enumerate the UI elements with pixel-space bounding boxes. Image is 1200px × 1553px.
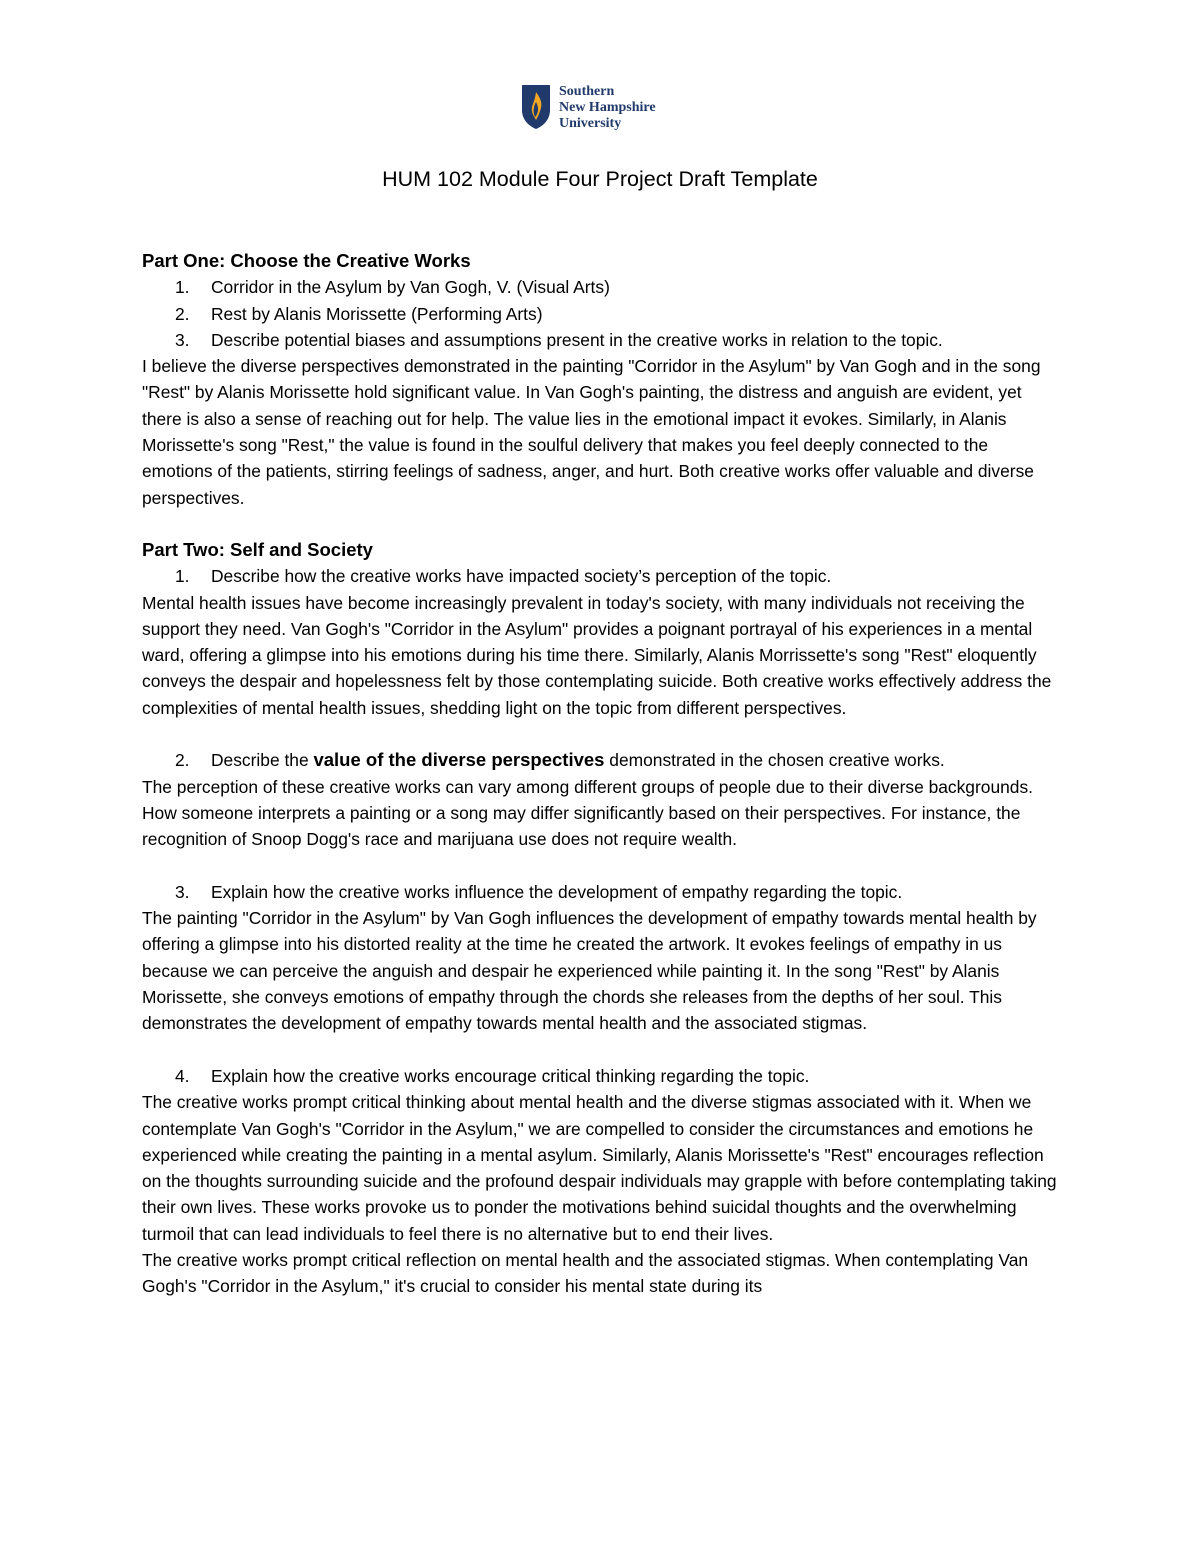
answer-4-continued: The creative works prompt critical reflection on mental health and the associated stigmas. When contemplating Van Gogh's "Corridor in the Asylum," it's crucial to consider his mental state during its xyxy=(142,1249,1029,1297)
logo-line-1: Southern xyxy=(559,84,615,99)
list-number: 2. xyxy=(175,750,190,771)
list-number: 2. xyxy=(175,303,190,324)
question-text-post: demonstrated in the chosen creative works. xyxy=(604,750,945,771)
question-text: Describe how the creative works have impacted society’s perception of the topic. xyxy=(211,566,832,587)
answer-3: The painting "Corridor in the Asylum" by Van Gogh influences the development of empathy towards mental health by offering a glimpse into his distorted reality at the time he created the artwork. It evokes feelings of empathy in us because we can perceive the anguish and despair he experienced while painting it. In the song "Rest" by Alanis Morissette, she conveys emotions of empathy through the chords she releases from the depths of her soul. This demonstrates the development of empathy towards mental health and the associated stigmas. xyxy=(142,908,1037,1034)
answer-1: Mental health issues have become increasingly prevalent in today's society, with many individuals not receiving the support they need. Van Gogh's "Corridor in the Asylum" provides a poignant portrayal of his experiences in a mental ward, offering a glimpse into his emotions during his time there. Similarly, Alanis Morrissette's song "Rest" eloquently conveys the despair and hopelessness felt by those contemplating suicide. Both creative works effectively address the complexities of mental health issues, shedding light on the topic from different perspectives. xyxy=(142,592,1052,718)
question-1 xyxy=(142,563,1062,589)
shield-flame-icon xyxy=(521,84,551,130)
spacer xyxy=(142,721,1062,747)
spacer xyxy=(142,1037,1062,1063)
spacer xyxy=(142,853,1062,879)
list-item-text: Rest by Alanis Morissette (Performing Arts) xyxy=(211,303,543,324)
question-text: Explain how the creative works encourage critical thinking regarding the topic. xyxy=(211,1065,810,1086)
list-number: 4. xyxy=(175,1065,190,1086)
university-wordmark xyxy=(559,84,656,132)
answer-4: The creative works prompt critical thinking about mental health and the diverse stigmas associated with it. When we contemplate Van Gogh's "Corridor in the Asylum," we are compelled to consider the circumstances and emotions he experienced while creating the painting in a mental asylum. Similarly, Alanis Morissette's "Rest" encourages reflection on the thoughts surrounding suicide and the profound despair individuals may grapple with before contemplating taking their own lives. These works provoke us to ponder the motivations behind suicidal thoughts and the overwhelming turmoil that can lead individuals to feel there is no alternative but to end their lives. xyxy=(142,1092,1057,1244)
question-4 xyxy=(142,1063,1062,1089)
list-item-text: Corridor in the Asylum by Van Gogh, V. (Visual Arts) xyxy=(211,277,610,298)
question-3 xyxy=(142,879,1062,905)
list-number: 1. xyxy=(175,277,190,298)
list-item xyxy=(142,327,1062,353)
logo-line-2: New Hampshire xyxy=(559,100,656,115)
spacer xyxy=(142,511,1062,537)
list-number: 3. xyxy=(175,329,190,350)
list-item xyxy=(142,301,1062,327)
list-item-text: Describe potential biases and assumptions present in the creative works in relation to the topic. xyxy=(211,329,943,350)
document-title: HUM 102 Module Four Project Draft Template xyxy=(382,167,818,191)
part-two-heading: Part Two: Self and Society xyxy=(142,538,373,560)
university-logo xyxy=(521,84,656,132)
list-item xyxy=(142,274,1062,300)
question-text: Explain how the creative works influence the development of empathy regarding the topic. xyxy=(211,881,903,902)
logo-line-3: University xyxy=(559,116,622,131)
question-text-pre: Describe the xyxy=(211,750,314,771)
list-number: 1. xyxy=(175,566,190,587)
document-body xyxy=(142,248,1062,1300)
part-one-paragraph: I believe the diverse perspectives demonstrated in the painting "Corridor in the Asylum" by Van Gogh and in the song "Rest" by Alanis Morissette hold significant value. In Van Gogh's painting, the distress and anguish are evident, yet there is also a sense of reaching out for help. The value lies in the emotional impact it evokes. Similarly, in Alanis Morissette's song "Rest," the value is found in the soulful delivery that makes you feel deeply connected to the emotions of the patients, stirring feelings of sadness, anger, and hurt. Both creative works offer valuable and diverse perspectives. xyxy=(142,356,1041,508)
question-2 xyxy=(142,747,1062,773)
answer-2: The perception of these creative works can vary among different groups of people due to their diverse backgrounds. How someone interprets a painting or a song may differ significantly based on their perspectives. For instance, the recognition of Snoop Dogg's race and marijuana use does not require wealth. xyxy=(142,776,1033,850)
part-one-heading: Part One: Choose the Creative Works xyxy=(142,250,471,271)
question-emphasis: value of the diverse perspectives xyxy=(313,749,605,771)
list-number: 3. xyxy=(175,881,190,902)
